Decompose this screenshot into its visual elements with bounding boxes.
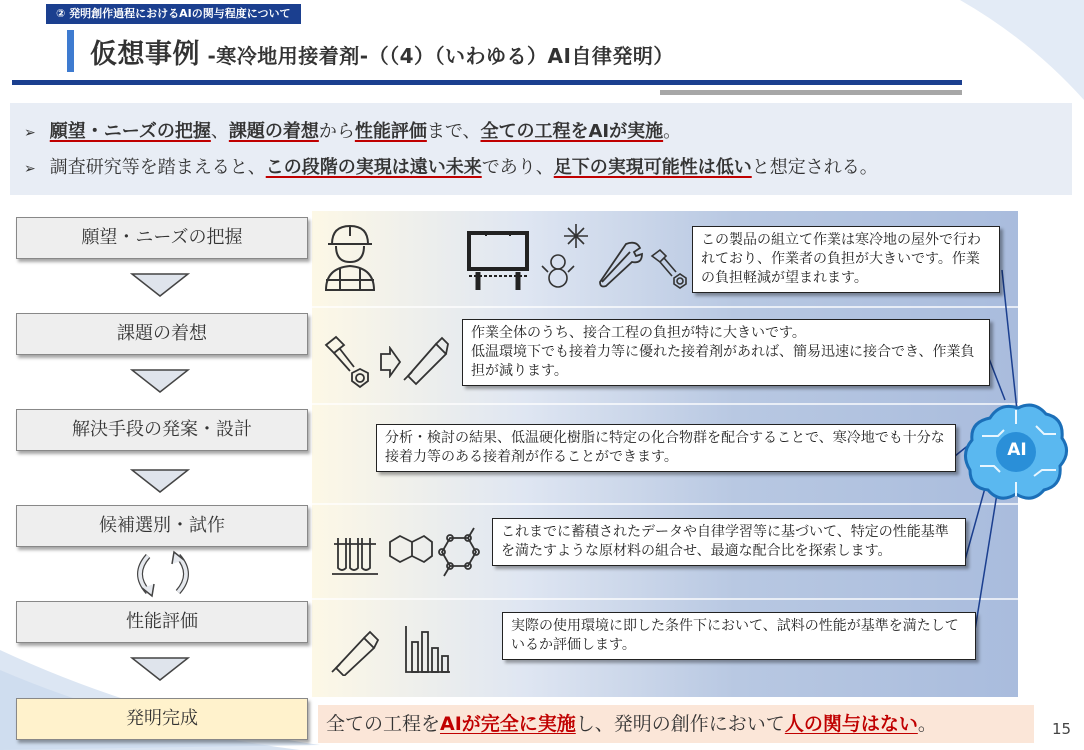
callout-solution: 分析・検討の結果、低温硬化樹脂に特定の化合物群を配合することで、寒冷地でも十分な接着力等のある接着剤が作ることができます。 [376, 424, 956, 472]
step-evaluation: 性能評価 [16, 601, 308, 643]
step-solution: 解決手段の発案・設計 [16, 409, 308, 451]
title-main: 仮想事例 [90, 39, 200, 70]
step-problem: 課題の着想 [16, 313, 308, 355]
step-selection: 候補選別・試作 [16, 505, 308, 547]
callout-needs: この製品の組立て作業は寒冷地の屋外で行われており、作業者の負担が大きいです。作業の負担軽減が望まれます。 [692, 226, 1000, 293]
bullet-arrow-icon: ➢ [24, 161, 36, 177]
bullet-text: まで、 [426, 121, 481, 142]
ai-label: AI [1007, 440, 1027, 460]
bullet-text: 。 [663, 121, 682, 142]
bullet-text: であり、 [481, 157, 554, 178]
bullet-text: から [318, 121, 355, 142]
result-text: 。 [917, 713, 937, 735]
bullet-emphasis: 足下の実現可能性は低い [553, 157, 752, 178]
result-text: し、発明の創作において [575, 713, 785, 735]
result-text: 全ての工程を [326, 713, 441, 735]
result-statement [318, 705, 1034, 743]
bullet-arrow-icon: ➢ [24, 125, 36, 141]
title-sub: -寒冷地用接着剤-（（4）（いわゆる）AI自律発明） [200, 44, 674, 68]
bullet-emphasis: 課題の着想 [228, 121, 319, 142]
bullet-emphasis: 性能評価 [354, 121, 427, 142]
bullet-emphasis: 願望・ニーズの把握 [49, 121, 211, 142]
bullet-emphasis: 全ての工程をAIが実施 [480, 121, 664, 142]
section-tag: ② 発明創作過程におけるAIの関与程度について [46, 4, 301, 24]
bullet-text: 、 [210, 121, 229, 142]
page-number: 15 [1052, 720, 1072, 738]
bullet-text: 調査研究等を踏まえると、 [49, 157, 266, 178]
bullet-emphasis: この段階の実現は遠い未来 [265, 157, 482, 178]
callout-problem: 作業全体のうち、接合工程の負担が特に大きいです。 低温環境下でも接着力等に優れた接着剤があれば、簡易迅速に接合でき、作業負担が減ります。 [462, 319, 990, 386]
step-needs: 願望・ニーズの把握 [16, 217, 308, 259]
bullet-text: と想定される。 [751, 157, 878, 178]
step-complete: 発明完成 [16, 698, 308, 740]
callout-evaluation: 実際の使用環境に即した条件下において、試料の性能が基準を満たしているか評価します。 [502, 612, 976, 660]
result-emphasis: 人の関与はない [784, 713, 918, 735]
result-emphasis: AIが完全に実施 [440, 713, 576, 735]
callout-selection: これまでに蓄積されたデータや自律学習等に基づいて、特定の性能基準を満たすような原材料の組合せ、最適な配合比を探索します。 [492, 518, 966, 566]
